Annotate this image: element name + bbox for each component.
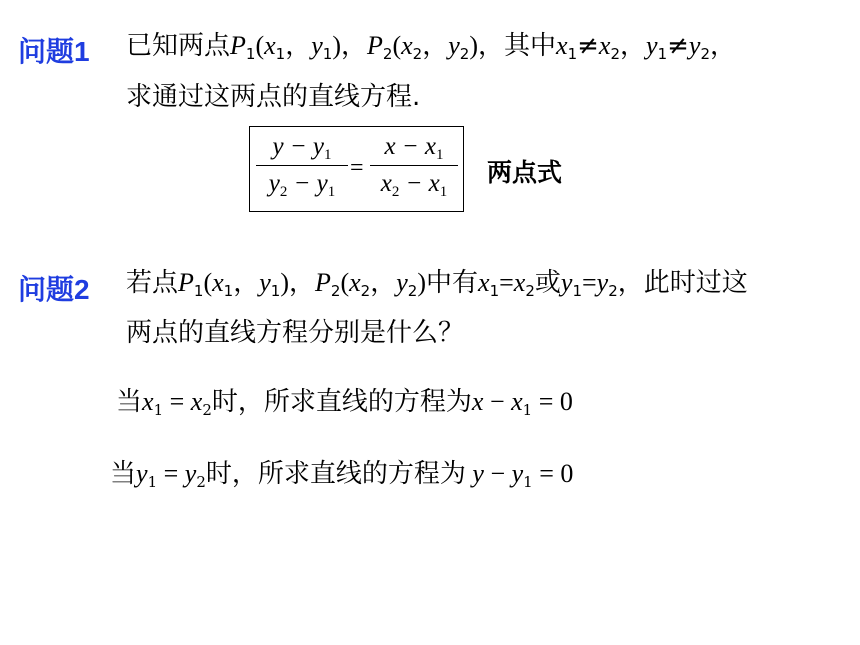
y-symbol: y	[448, 31, 460, 60]
x-symbol: x	[513, 268, 526, 297]
answer-prefix: 当	[116, 387, 143, 417]
y-symbol: y	[596, 268, 609, 297]
x-symbol: x	[511, 387, 523, 416]
y-symbol: y	[259, 268, 271, 297]
subscript: 2	[608, 282, 618, 300]
question-1-label: 问题1	[18, 36, 90, 67]
x-symbol: x	[212, 268, 224, 297]
comma: ，	[710, 31, 737, 61]
q1-intro-text: 已知两点	[126, 31, 231, 61]
right-numerator: $x - x_1$	[384, 133, 444, 163]
subscript: 2	[412, 45, 423, 63]
left-numerator: $y - y_1$	[272, 133, 332, 163]
x-symbol: x	[142, 387, 154, 416]
formula-right-fraction	[370, 133, 458, 198]
x-symbol: x	[598, 31, 611, 60]
equals-zero: = 0	[532, 387, 573, 416]
x-symbol: x	[556, 31, 568, 60]
subscript: 1	[153, 401, 164, 419]
y-symbol: y	[646, 31, 658, 60]
x-symbol: x	[190, 387, 203, 416]
answer-middle-text: 时，所求直线的方程为	[205, 459, 466, 489]
p2-symbol: P	[315, 268, 331, 297]
q1-condition-text: ，其中	[478, 31, 557, 61]
subscript: 1	[567, 45, 578, 63]
q2-condition-text: 中有	[426, 268, 479, 298]
comma: ，	[422, 31, 449, 61]
x-symbol: x	[264, 31, 276, 60]
y-symbol: y	[511, 459, 524, 488]
subscript: 1	[270, 282, 281, 300]
paren-open: (	[255, 31, 265, 60]
subscript: 2	[700, 45, 710, 63]
y-symbol: y	[136, 459, 148, 488]
two-point-formula-box	[249, 126, 464, 212]
equals-sign: =	[157, 459, 185, 488]
equals-zero: = 0	[532, 459, 574, 488]
not-equal-sign: ≠	[577, 31, 599, 61]
y-symbol: y	[396, 268, 408, 297]
p1-subscript: 1	[245, 45, 256, 63]
subscript: 1	[522, 401, 533, 419]
subscript: 1	[275, 45, 286, 63]
equals-sign: =	[163, 387, 191, 416]
subscript: 2	[407, 282, 418, 300]
comma: ，	[341, 31, 368, 61]
q2-trailing-text: ，此时过这	[617, 268, 748, 298]
p1-symbol: P	[178, 268, 194, 297]
paren-open: (	[203, 268, 213, 297]
question-2-line-2: 两点的直线方程分别是什么？	[126, 318, 465, 348]
question-2-line-1	[126, 268, 748, 300]
paren-close: )	[332, 31, 341, 60]
paren-open: (	[392, 31, 402, 60]
q2-intro-text: 若点	[126, 268, 179, 298]
y-symbol: y	[688, 31, 701, 60]
paren-close: )	[469, 31, 478, 60]
comma: ，	[289, 268, 316, 298]
subscript: 2	[360, 282, 371, 300]
y-symbol: y	[184, 459, 197, 488]
subscript: 2	[459, 45, 470, 63]
subscript: 1	[223, 282, 234, 300]
comma: ，	[620, 31, 647, 61]
subscript: 1	[572, 282, 582, 300]
two-point-form-tag: 两点式	[487, 158, 563, 187]
right-denominator: $x_2 - x_1$	[380, 170, 448, 200]
not-equal-sign: ≠	[667, 31, 689, 61]
subscript: 1	[322, 45, 333, 63]
left-denominator: $y_2 - y_1$	[268, 170, 336, 200]
subscript: 2	[610, 45, 620, 63]
y-symbol: y	[472, 459, 484, 488]
subscript: 1	[193, 282, 204, 300]
x-symbol: x	[349, 268, 361, 297]
x-symbol: x	[478, 268, 490, 297]
answer-middle-text: 时，所求直线的方程为	[211, 387, 472, 417]
equals-sign: =	[499, 268, 514, 297]
subscript: 1	[523, 473, 533, 491]
paren-close: )	[417, 268, 426, 297]
x-symbol: x	[471, 387, 484, 416]
subscript: 2	[196, 473, 206, 491]
paren-close: )	[280, 268, 289, 297]
right-fraction-bar	[370, 165, 458, 166]
minus-sign: −	[483, 387, 512, 416]
question-1-line-2: 求通过这两点的直线方程.	[126, 82, 421, 112]
equals-sign: =	[581, 268, 597, 297]
p2-symbol: P	[367, 31, 383, 60]
y-symbol: y	[311, 31, 323, 60]
comma: ，	[233, 268, 260, 298]
subscript: 2	[525, 282, 535, 300]
p1-symbol: P	[230, 31, 246, 60]
subscript: 2	[202, 401, 212, 419]
or-text: 或	[534, 268, 561, 298]
subscript: 1	[489, 282, 500, 300]
p2-subscript: 2	[382, 45, 393, 63]
question-1-line-1	[126, 31, 737, 63]
answer-prefix: 当	[110, 459, 137, 489]
left-fraction-bar	[256, 165, 348, 166]
paren-open: (	[340, 268, 350, 297]
formula-equals-sign: =	[350, 155, 364, 181]
subscript: 1	[657, 45, 668, 63]
x-symbol: x	[401, 31, 413, 60]
formula-left-fraction	[256, 133, 348, 198]
y-symbol: y	[560, 268, 573, 297]
answer-vertical-line	[116, 387, 573, 419]
question-2-label: 问题2	[18, 274, 90, 305]
subscript: 2	[330, 282, 341, 300]
comma: ，	[285, 31, 312, 61]
comma: ，	[370, 268, 397, 298]
answer-horizontal-line	[110, 459, 574, 491]
subscript: 1	[147, 473, 158, 491]
minus-sign: −	[483, 459, 512, 488]
